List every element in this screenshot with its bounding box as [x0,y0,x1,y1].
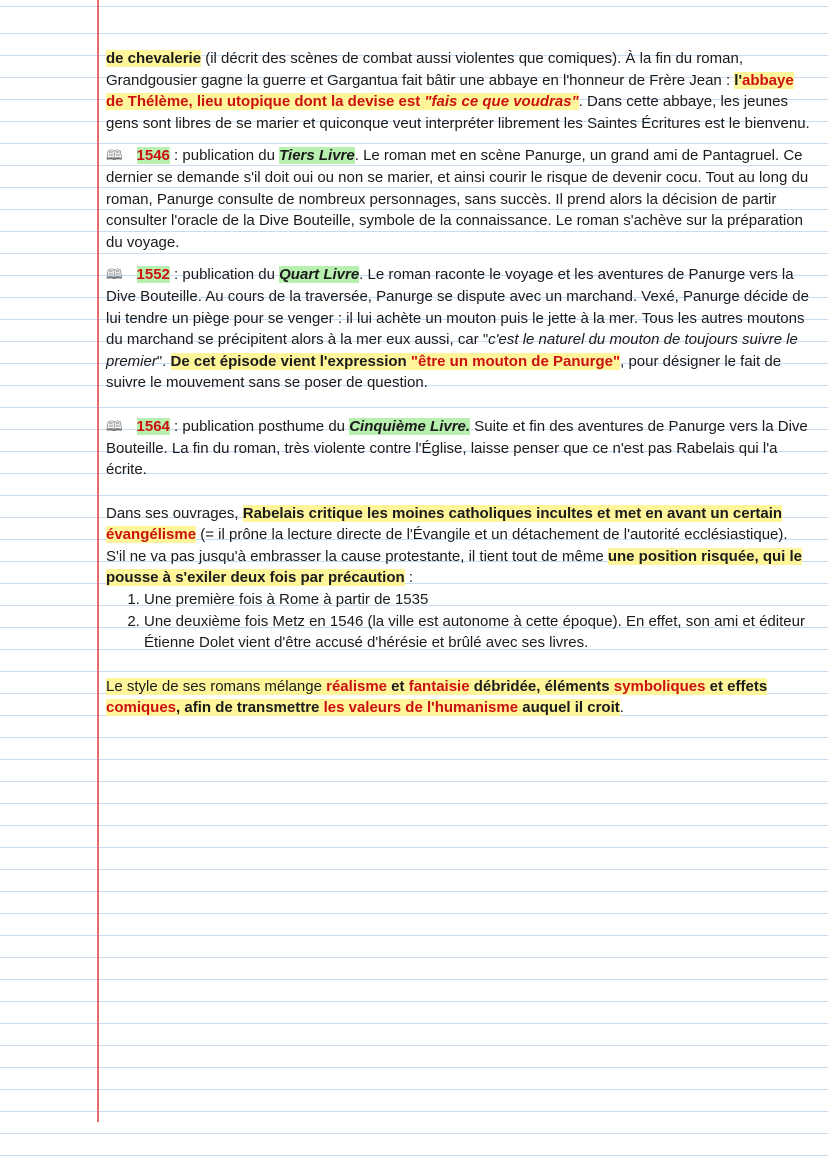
style-paragraph: Le style de ses romans mélange réalisme et fantaisie débridée, éléments symboliques et effets comiques, afin de transmettre les valeurs de l'humanisme auquel il croit. [106,677,768,717]
book-icon: 🕮 [106,147,123,164]
realisme-term: réalisme [326,677,388,695]
list-item: 1. Une première fois à Rome à partir de 1535 [144,589,810,611]
valeurs-term: les valeurs de l'humanisme [323,699,519,717]
ouvrages-paragraph: Dans ses ouvrages, Rabelais critique les moines catholiques incultes et met en avant un certain évangélisme (= il prône la lecture directe de l'Évangile et un détachement de l'autorité ecclésiastique). S'il ne va pas jusqu'à embrasser la cause protestante, il tient tout de même une position risquée, qui le pousse à s'exiler deux fois par précaution : [106,504,803,587]
expression-highlight: De cet épisode vient l'expression "être un mouton de Panurge" [170,352,621,370]
position-risquee-highlight: une position risquée, qui le pousse à s'exiler deux fois par précaution [106,547,803,587]
critique-highlight: Rabelais critique les moines catholiques incultes et met en avant un certain évangélisme [106,504,783,544]
mouton-quote: c'est le naturel du mouton de toujours suivre le premier [106,331,798,370]
devise-quote: "fais ce que voudras" [424,93,579,111]
document-page [106,48,810,719]
year-1564: 1564 [136,417,170,435]
style-highlight: Le style de ses romans mélange réalisme et fantaisie débridée, éléments symboliques et effets comiques, afin de transmettre les valeurs de l'humanisme auquel il croit [106,677,768,717]
year-1546: 1546 [136,147,170,165]
title-tiers-livre: Tiers Livre [279,147,355,165]
comiques-term: comiques [106,699,177,717]
entry-1546: 🕮 1546 : publication du Tiers Livre. Le roman met en scène Panurge, un grand ami de Pantagruel. Ce dernier se demande s'il doit oui ou non se marier, et ainsi courir le risque de devenir cocu. Tout au long du roman, Panurge consulte de nombreux personnages, sans succès. Il prend alors la décision de partir consulter l'oracle de la Dive Bouteille, symbole de la connaissance. Le roman s'achève sur la préparation du voyage. [106,147,809,251]
intro-paragraph: de chevalerie (il décrit des scènes de combat aussi violentes que comiques). À la fin du roman, Grandgousier gagne la guerre et Gargantua fait bâtir une abbaye en l'honneur de Frère Jean : l'abbaye de Thélème, lieu utopique dont la devise est "fais ce que voudras". Dans cette abbaye, les jeunes gens sont libres de se marier et quiconque veut interpréter librement les Saintes Écritures est le bienvenu. [106,50,810,132]
book-icon: 🕮 [106,266,123,283]
exile-list [106,589,810,654]
margin-line [97,0,99,1122]
fantaisie-term: fantaisie [408,677,470,695]
evangelisme-term: évangélisme [106,526,197,544]
abbaye-highlight: l'abbaye de Thélème, lieu utopique dont la devise est "fais ce que voudras" [106,71,794,111]
symboliques-term: symboliques [613,677,706,695]
chevalerie-highlight: de chevalerie [106,50,202,67]
book-icon: 🕮 [106,417,123,434]
entry-1564: 🕮 1564 : publication posthume du Cinquième Livre. Suite et fin des aventures de Panurge vers la Dive Bouteille. La fin du roman, très violente contre l'Église, laisse penser que ce n'est pas Rabelais qui l'a écrite. [106,417,808,479]
title-quart-livre: Quart Livre [279,266,360,284]
title-cinquieme-livre: Cinquième Livre. [349,417,471,435]
entry-1552: 🕮 1552 : publication du Quart Livre. Le roman raconte le voyage et les aventures de Panurge vers la Dive Bouteille. Au cours de la traversée, Panurge se dispute avec un marchand. Vexé, Panurge décide de lui tendre un piège pour se venger : il lui achète un mouton puis le jette à la mer. Tous les autres moutons du marchand se précipitent alors à la mer eux aussi, car "c'est le naturel du mouton de toujours suivre le premier". De cet épisode vient l'expression "être un mouton de Panurge", pour désigner le fait de suivre le mouvement sans se poser de question. [106,266,809,392]
year-1552: 1552 [136,266,170,284]
list-item: 2. Une deuxième fois Metz en 1546 (la ville est autonome à cette époque). En effet, son ami et éditeur Étienne Dolet vient d'être accusé d'hérésie et brûlé avec ses livres. [144,611,810,654]
